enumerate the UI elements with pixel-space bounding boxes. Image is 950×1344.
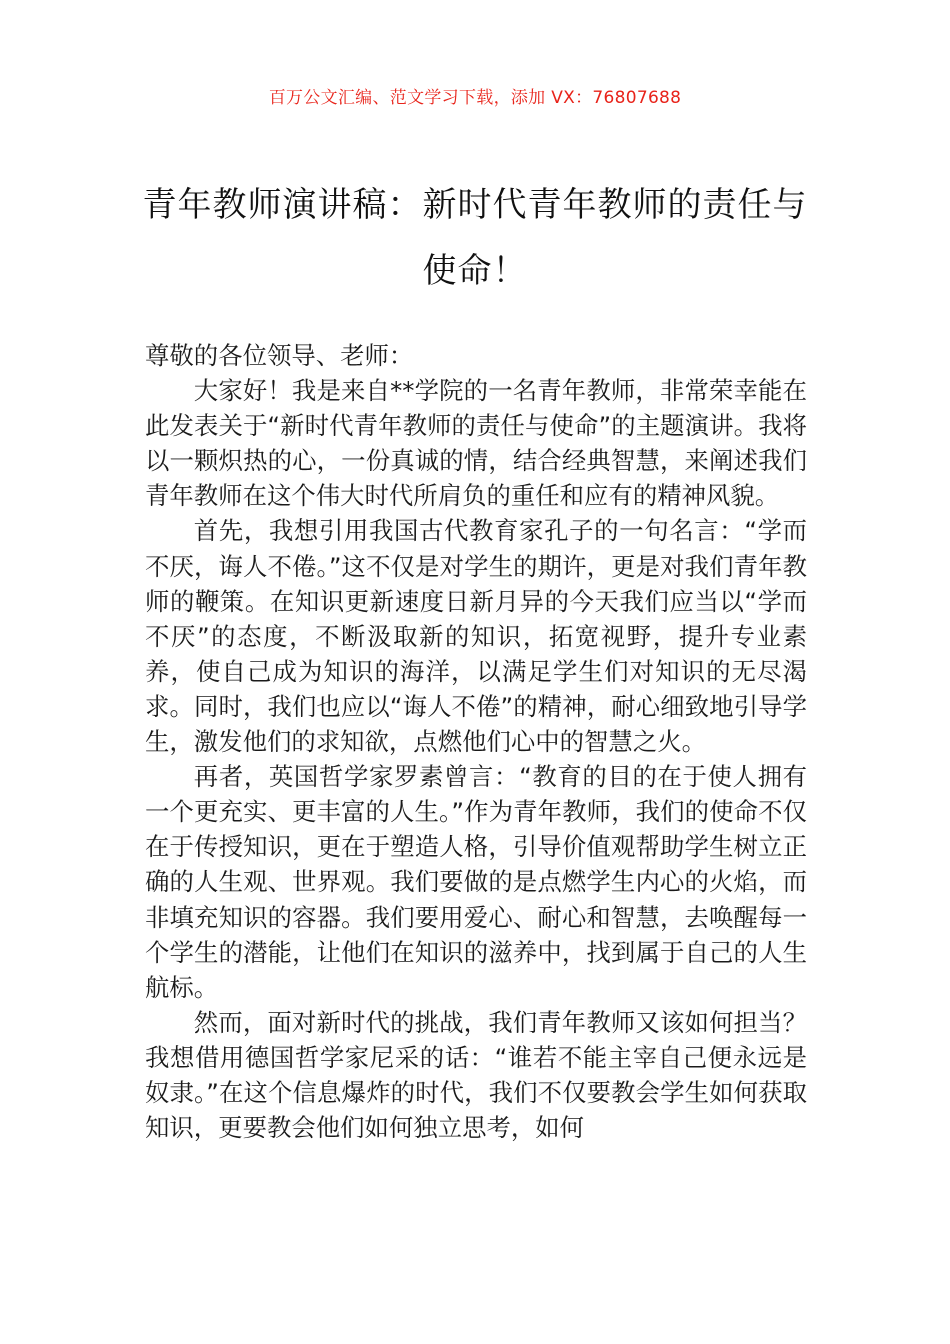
paragraph: 首先，我想引用我国古代教育家孔子的一句名言：“学而不厌，诲人不倦。”这不仅是对学生的期许，更是对我们青年教师的鞭策。在知识更新速度日新月异的今天我们应当以“学而不厌”的态度，不断汲取新的知识，拓宽视野，提升专业素养，使自己成为知识的海洋，以满足学生们对知识的无尽渴求。同时，我们也应以“诲人不倦”的精神，耐心细致地引导学生，激发他们的求知欲，点燃他们心中的智慧之火。 [145,516,807,757]
salutation: 尊敬的各位领导、老师： [145,341,414,370]
document-body [145,338,807,1145]
paragraph: 再者，英国哲学家罗素曾言：“教育的目的在于使人拥有一个更充实、更丰富的人生。”作为青年教师，我们的使命不仅在于传授知识，更在于塑造人格，引导价值观帮助学生树立正确的人生观、世界观。我们要做的是点燃学生内心的火焰，而非填充知识的容器。我们要用爱心、耐心和智慧，去唤醒每一个学生的潜能，让他们在知识的滋养中，找到属于自己的人生航标。 [145,762,807,1002]
document-title: 青年教师演讲稿：新时代青年教师的责任与使命！ [142,185,808,291]
paragraph: 大家好！我是来自**学院的一名青年教师，非常荣幸能在此发表关于“新时代青年教师的责任与使命”的主题演讲。我将以一颗炽热的心，一份真诚的情，结合经典智慧，来阐述我们青年教师在这个伟大时代所肩负的重任和应有的精神风貌。 [145,376,807,511]
paragraph: 然而，面对新时代的挑战，我们青年教师又该如何担当？我想借用德国哲学家尼采的话：“谁若不能主宰自己便永远是奴隶。”在这个信息爆炸的时代，我们不仅要教会学生如何获取知识，更要教会他们如何独立思考，如何 [145,1007,807,1143]
watermark-text: 百万公文汇编、范文学习下载，添加 VX：76807688 [268,88,682,108]
